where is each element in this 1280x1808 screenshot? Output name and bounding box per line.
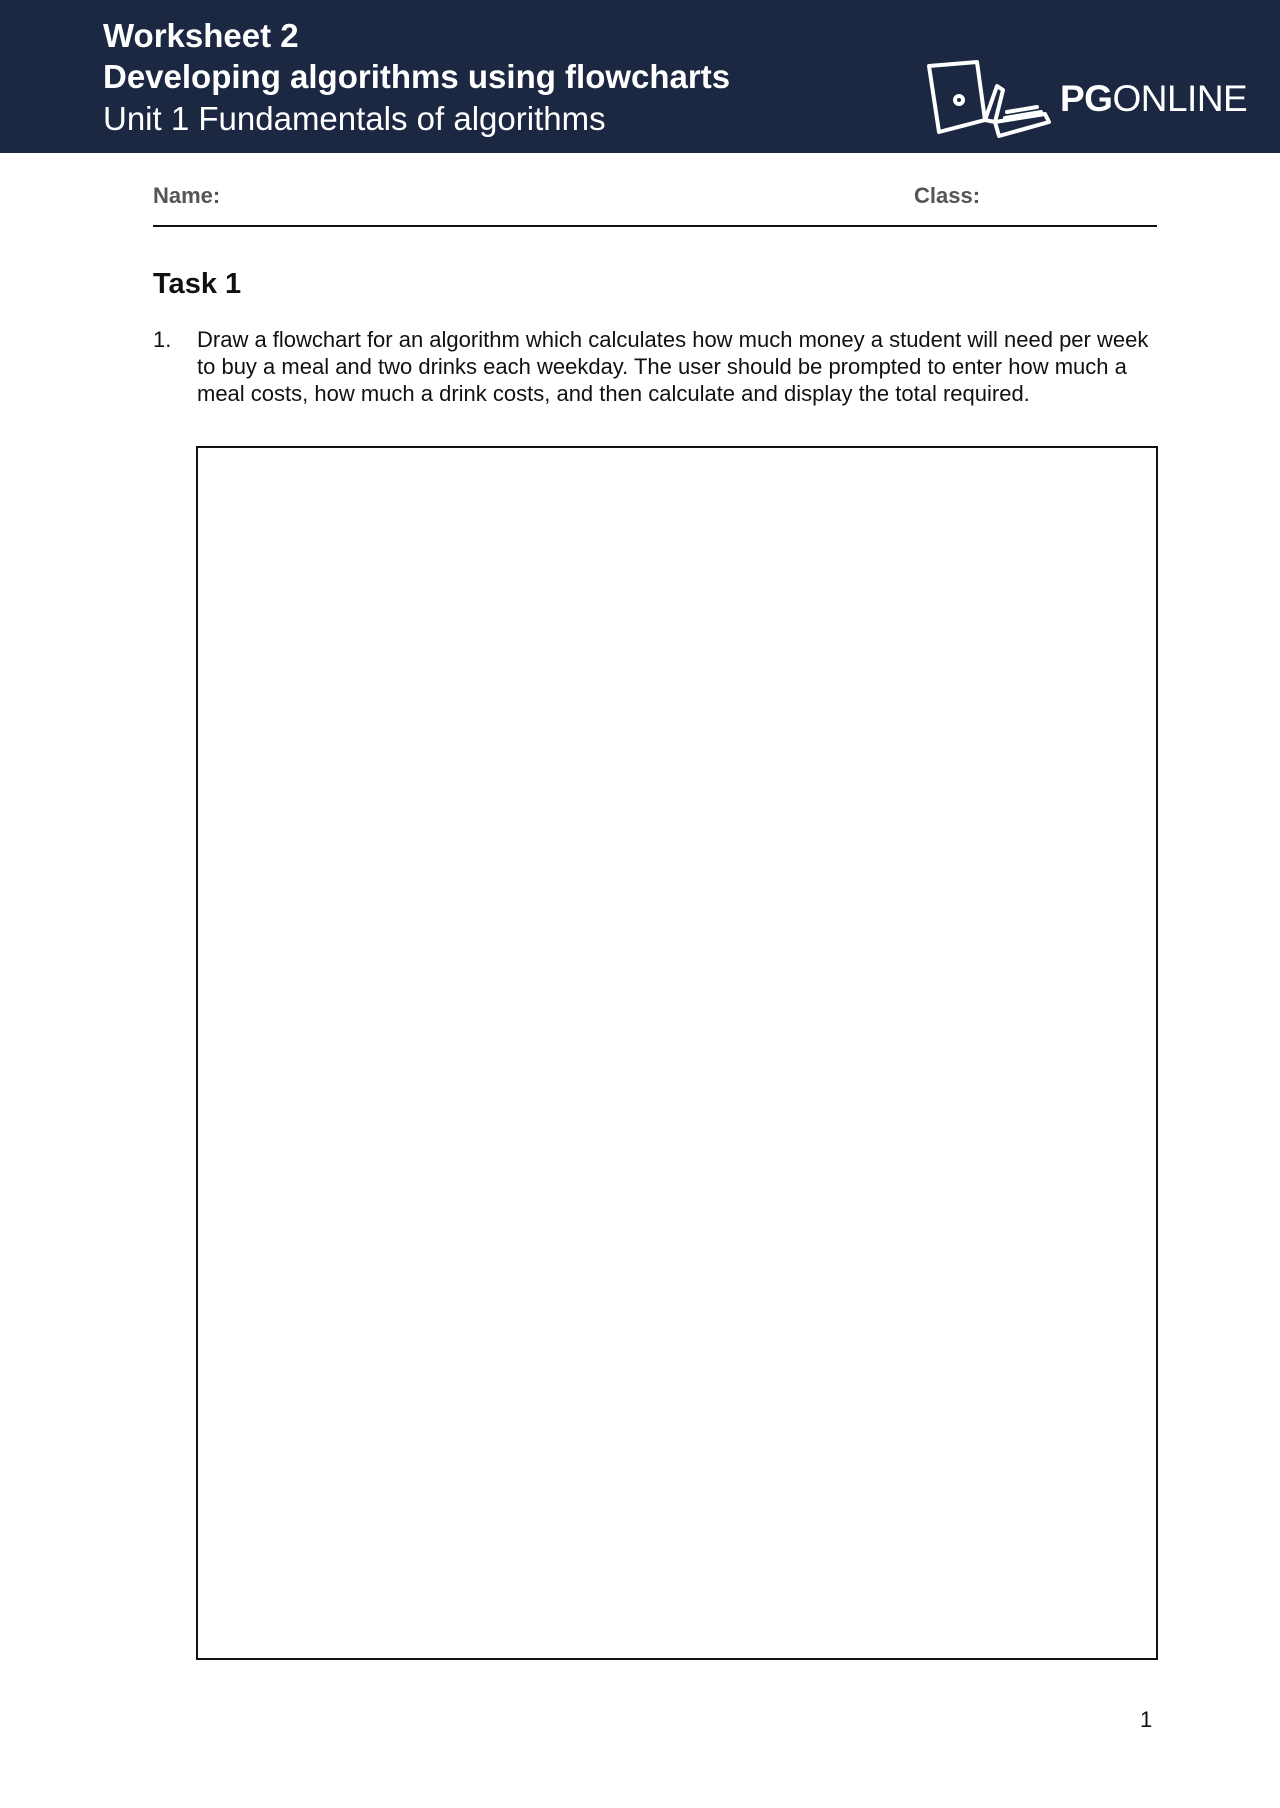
unit-title: Unit 1 Fundamentals of algorithms	[103, 100, 606, 137]
worksheet-label: Worksheet 2	[103, 17, 299, 54]
flowchart-answer-box[interactable]	[196, 446, 1158, 1660]
student-details-row	[153, 181, 1157, 227]
name-label: Name:	[153, 183, 221, 208]
class-label: Class:	[914, 183, 981, 208]
question-text: Draw a flowchart for an algorithm which calculates how much money a student will need per week to buy a meal and two drinks each weekday. The user should be prompted to enter how much a meal costs, how much a drink costs, and then calculate and display the total required.	[197, 327, 1149, 406]
pg-online-logo	[925, 60, 1248, 140]
brand-online: ONLINE	[1112, 78, 1248, 119]
question-number: 1.	[153, 327, 172, 352]
brand-name	[1060, 77, 1247, 121]
header-titles	[103, 16, 730, 140]
page-number: 1	[1140, 1707, 1153, 1732]
task-title: Task 1	[153, 268, 242, 300]
brand-pg: PG	[1060, 78, 1113, 119]
worksheet-title: Developing algorithms using flowcharts	[103, 58, 731, 95]
laptop-icon	[925, 60, 1055, 140]
header-banner	[0, 0, 1280, 153]
